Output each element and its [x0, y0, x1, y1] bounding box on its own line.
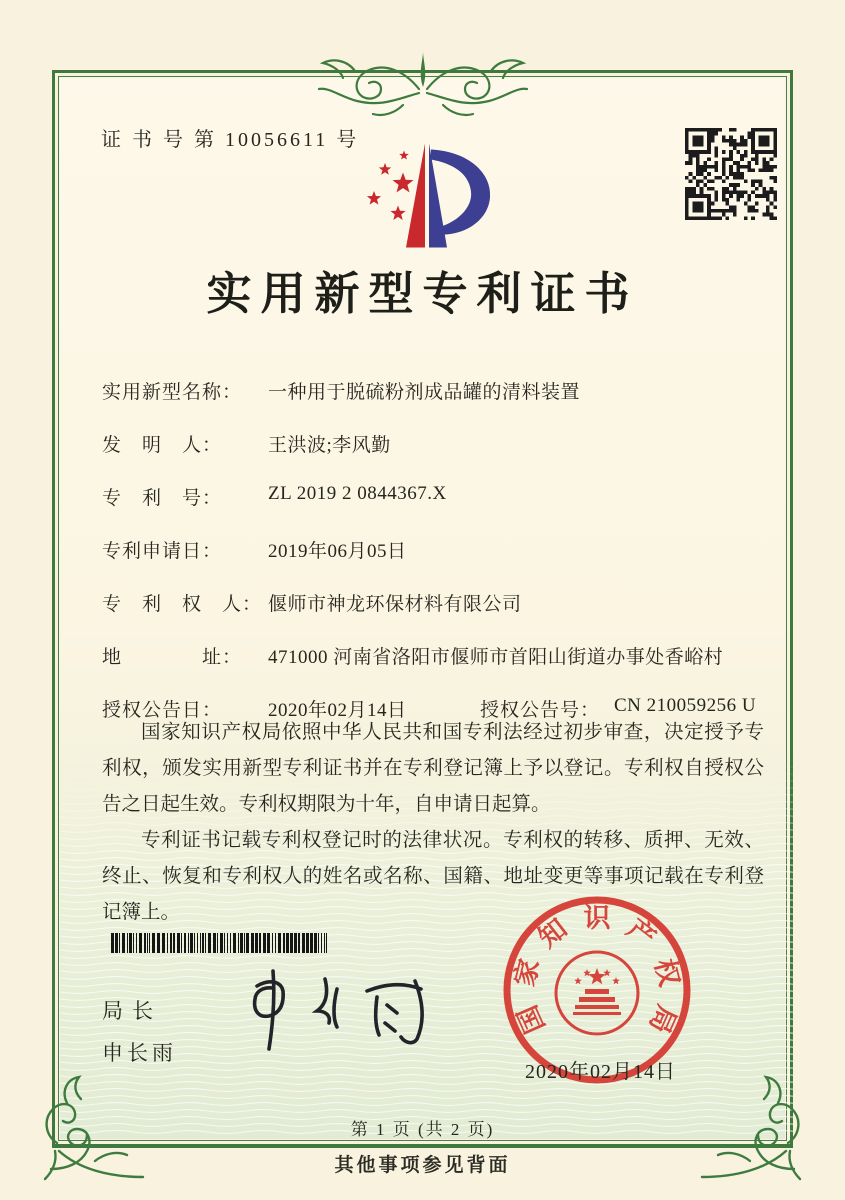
legal-paragraph-1: 国家知识产权局依照中华人民共和国专利法经过初步审查，决定授予专利权，颁发实用新型专利证书并在专利登记簿上予以登记。专利权自授权公告之日起生效。专利权期限为十年，自申请日起算。	[102, 722, 764, 815]
back-side-note: 其他事项参见背面	[334, 1155, 511, 1176]
gazette-label: 授权公告号：	[480, 700, 601, 721]
field-list	[102, 377, 757, 748]
seal-date: 2020年02月14日	[525, 1061, 676, 1083]
field-row-inventor	[102, 430, 748, 456]
gazette-value: CN 210059256 U	[614, 695, 757, 716]
field-row-patentee	[102, 589, 748, 615]
field-label: 授权公告日：	[102, 700, 223, 721]
svg-text:知: 知	[532, 913, 573, 954]
bottom-left-floral-ornament-icon	[37, 1073, 147, 1185]
field-row-address	[102, 642, 748, 668]
certificate-border-frame	[52, 70, 793, 1148]
svg-text:家: 家	[509, 955, 545, 990]
svg-text:权: 权	[649, 955, 685, 990]
field-row-grant-date	[102, 695, 757, 721]
barcode-icon	[111, 933, 333, 953]
field-label: 专利申请日：	[102, 541, 223, 562]
field-row-patent-no	[102, 483, 748, 509]
svg-text:产: 产	[621, 913, 662, 954]
field-value: 2019年06月05日	[268, 541, 407, 562]
field-value: 471000 河南省洛阳市偃师市首阳山街道办事处香峪村	[268, 647, 724, 668]
commissioner-name: 申长雨	[102, 1041, 177, 1065]
svg-text:国: 国	[512, 1000, 551, 1038]
field-label: 地 址：	[102, 647, 243, 668]
field-row-name	[102, 377, 748, 403]
logo-red-wedge	[406, 144, 425, 248]
page-number: 第 1 页 (共 2 页)	[350, 1120, 495, 1139]
field-value: ZL 2019 2 0844367.X	[268, 483, 447, 504]
field-value: 偃师市神龙环保材料有限公司	[268, 594, 522, 615]
field-label: 发 明 人：	[102, 435, 223, 456]
cnipa-logo-icon	[351, 133, 501, 258]
certificate-title: 实用新型专利证书	[206, 269, 639, 319]
svg-text:局: 局	[643, 1000, 682, 1038]
field-value: 一种用于脱硫粉剂成品罐的清料装置	[268, 382, 581, 403]
commissioner-title: 局长	[102, 999, 162, 1023]
field-label: 专 利 权 人：	[102, 594, 263, 615]
qr-code-icon	[685, 128, 777, 220]
inner-border-line	[58, 76, 787, 1141]
field-value: 2020年02月14日	[268, 700, 407, 721]
certificate-number: 证 书 号 第 10056611 号	[101, 129, 360, 151]
legal-paragraph-2: 专利证书记载专利权登记时的法律状况。专利权的转移、质押、无效、终止、恢复和专利权人的姓名或名称、国籍、地址变更等事项记载在专利登记簿上。	[102, 830, 764, 923]
bottom-right-floral-ornament-icon	[698, 1073, 808, 1185]
national-emblem	[556, 952, 638, 1034]
field-row-filing-date	[102, 536, 748, 562]
field-value: 王洪波;李风勤	[268, 435, 391, 456]
field-label: 专 利 号：	[102, 488, 223, 509]
svg-text:识: 识	[583, 903, 611, 933]
handwritten-signature	[229, 961, 449, 1056]
field-label: 实用新型名称：	[102, 382, 243, 403]
certificate-content	[59, 77, 786, 1140]
